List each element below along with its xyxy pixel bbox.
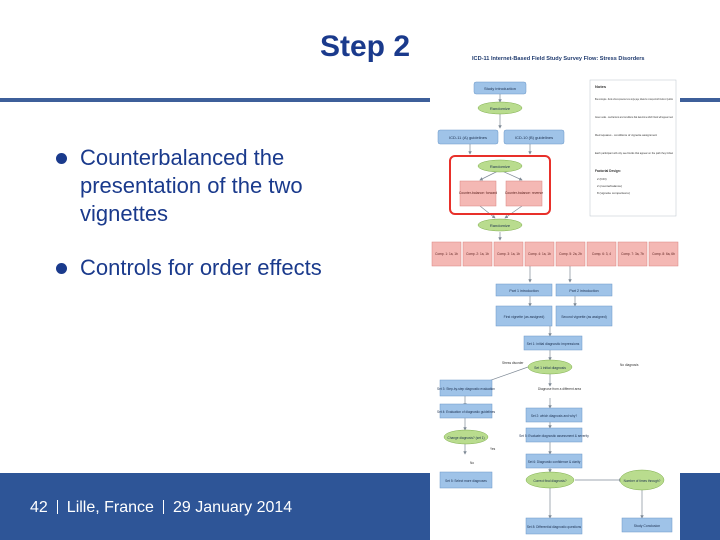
bullet-line: Counterbalanced the [80,145,285,170]
bullet-line: Controls for order effects [80,255,322,280]
comparison-label: Comp. 6: 3, 4 [591,252,612,256]
bullet-dot [56,153,67,164]
notes-line: Green ovals - mechanisms and conditions that determine which block will appear next [595,115,674,119]
flow-box-label: Set 6: Diagnostic confidence & clarity [527,460,581,464]
flow-box-label: ICD-11 (A) guidelines [449,135,487,140]
flow-box-label: Set 8: Differential diagnostic questions [526,525,582,529]
flow-oval-label: Randomize [489,223,511,228]
flow-box-label: Set 1: initial diagnostic impressions [526,342,580,346]
flow-box-label: Second vignette (as assigned) [561,315,607,319]
flow-box-label: Set 5: Evaluate diagnostic assessment & severity [519,434,589,438]
flow-oval-label: Randomize [489,106,511,111]
flow-box-label: Set 3: Step-by-step diagnostic evaluation [437,387,495,391]
flow-box-label: First vignette (as assigned) [503,315,545,319]
bullet-line: vignettes [80,201,169,226]
flow-box-label: Set 5: Select more diagnoses [445,479,487,483]
comparison-label: Comp. 5: 2a, 2b [559,252,582,256]
comparison-label: Comp. 2: 1a, 1b [466,252,489,256]
branch-label: No [470,461,475,465]
flow-box-label: Part 2 introduction [569,289,599,293]
comparison-label: Comp. 3: 1a, 1b [497,252,520,256]
flowchart-title: ICD-11 Internet-Based Field Study Survey Flow: Stress Disorders [472,56,645,62]
flow-box-label: Study introduction [483,86,517,91]
footer-bar [0,473,430,540]
page-number: 42 [30,499,48,516]
bullet-dot [56,263,67,274]
comparison-label: Comp. 1: 1a, 1b [435,252,458,256]
notes-line: 2 (counterbalance) [597,184,623,188]
branch-label: No diagnosis [620,363,639,367]
flow-box-label: Set 2: which diagnosis and why? [530,414,578,418]
notes-line: 8 (vignette comparisons) [597,191,630,195]
comparison-label: Comp. 4: 1a, 1b [528,252,551,256]
notes-title: Notes [595,84,607,89]
footer-bar-right [680,473,720,540]
notes-line: Factorial Design: [595,169,621,173]
slide-title: Step 2 [319,30,410,63]
bullet-line: presentation of the two [80,173,303,198]
branch-label: Yes [490,447,496,451]
footer-separator [163,500,164,514]
notes-line: Each participant will only see blocks that appear on the path they follow [595,151,674,155]
flow-box-label: Set 4: Evaluation of diagnostic guidelines [436,410,496,414]
flow-box-label: Study Conclusion [633,524,661,528]
flow-oval-label: Randomize [489,164,511,169]
branch-label: Stress disorder [502,361,524,365]
flow-oval-label: Set 1 initial diagnosis [534,366,566,370]
title-divider-right [680,98,720,102]
footer-text [30,499,292,517]
survey-flowchart [430,44,680,540]
flow-box-label: Part 1 introduction [509,289,539,293]
flow-box-label: ICD-10 (B) guidelines [514,135,554,140]
notes-line: Red squares - conditions of vignette assignment [595,133,658,137]
footer-separator [57,500,58,514]
flow-box-label: Counter-balance: forward [458,191,498,195]
notes-line: 2 (ICD) [597,177,607,181]
notes-line: Blue rectangles - blocks of items presented on a single page; labeled to correspond with blocks in Qualtrics [595,97,674,101]
flow-box-label: Counter-balance: reverse [504,191,544,195]
footer-location: Lille, France [66,499,154,516]
comparison-label: Comp. 7: 3a, 7b [621,252,644,256]
branch-label: Diagnose from a different area [538,387,581,391]
flow-oval-label: Number of times through? [623,479,661,483]
footer-date: 29 January 2014 [172,499,293,516]
flow-oval-label: Change diagnosis? (set 1) [447,436,485,440]
comparison-label: Comp. 8: 6a, 6b [652,252,675,256]
flow-oval-label: Correct final diagnosis? [533,479,567,483]
